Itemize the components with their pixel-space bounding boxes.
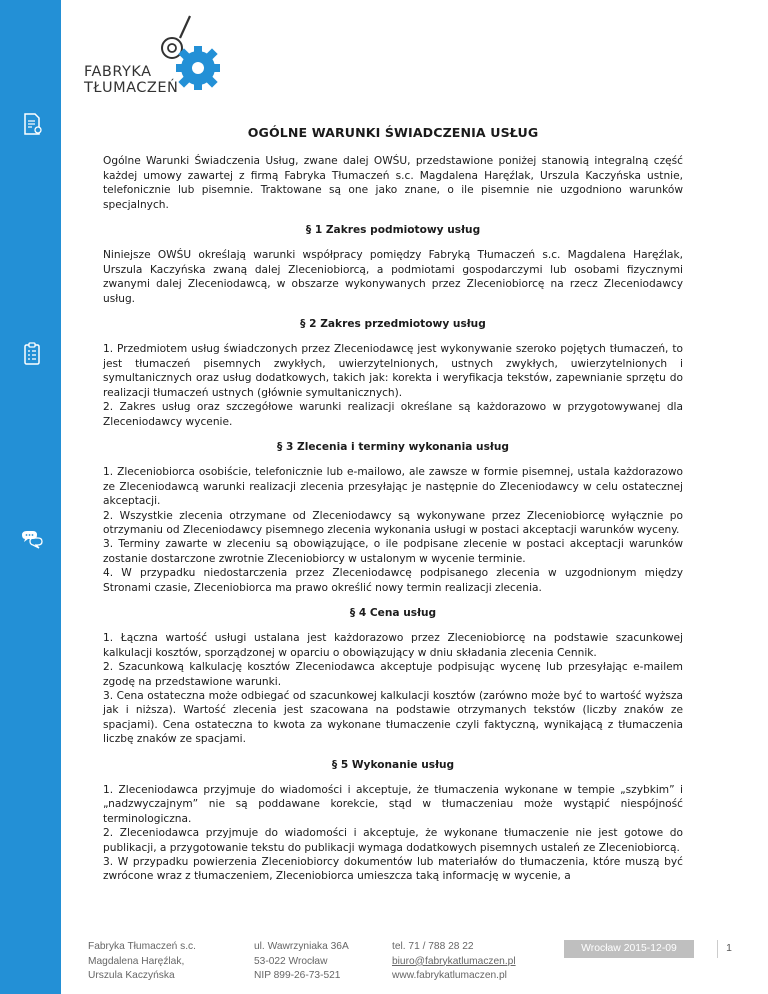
footer-phone: tel. 71 / 788 28 22 [392, 941, 474, 952]
section-title: § 2 Zakres przedmiotowy usług [300, 318, 486, 331]
section-paragraph: 3. W przypadku powierzenia Zleceniobiorcy dokumentów lub materiałów do tłumaczenia, które muszą być zwrócone wraz z tłumaczeniem, Zleceniobiorca umieszcza taką informację w wycenie, a [103, 856, 683, 883]
document-body [103, 126, 683, 884]
section-paragraph: 4. W przypadku niedostarczenia przez Zleceniodawcę podpisanego zlecenia w uzgodnionym między Stronami czasie, Zleceniobiorca ma prawo określić nowy termin realizacji zlecenia. [103, 567, 683, 594]
footer-company-line: Magdalena Haręźlak, [88, 955, 185, 967]
intro-paragraph: Ogólne Warunki Świadczenia Usług, zwane dalej OWŚU, przedstawione poniżej stanowią integralną część każdej umowy zawartej z firmą Fabryka Tłumaczeń s.c. Magdalena Haręźlak, Urszula Kaczyńska ustnie, telefonicznie lub pisemnie. Traktowane są one jako znane, o ile pisemnie nie uzgodniono warunków specjalnych. [103, 155, 683, 211]
footer-address-line: 53-022 Wrocław [254, 955, 328, 967]
footer-company-line: Fabryka Tłumaczeń s.c. [88, 941, 196, 952]
page-number: 1 [717, 940, 740, 958]
section-paragraph: 2. Zleceniodawca przyjmuje do wiadomości i akceptuje, że wykonane tłumaczenie nie jest gotowe do publikacji, a przygotowanie tekstu do publikacji wymaga dodatkowych pisemnych ustaleń ze Zleceniobiorcą. [103, 827, 683, 854]
footer-contact [392, 940, 516, 984]
logo-name-line2: TŁUMACZEŃ [84, 80, 179, 96]
checklist-icon [18, 340, 46, 368]
section-paragraph: 1. Łączna wartość usługi ustalana jest każdorazowo przez Zleceniobiorcę na podstawie szacunkowej kalkulacji kosztów, sporządzonej w oparciu o obowiązujący w dniu składania zlecenia Cennik. [103, 632, 683, 659]
footer-company [88, 940, 196, 984]
section-title: § 4 Cena usług [349, 606, 437, 619]
page-footer [0, 930, 768, 994]
footer-email-link[interactable]: biuro@fabrykatlumaczen.pl [392, 955, 516, 967]
section-paragraph: Niniejsze OWŚU określają warunki współpracy pomiędzy Fabryką Tłumaczeń s.c. Magdalena Haręźlak, Urszula Kaczyńska zwaną dalej Zleceniobiorcą, a podmiotami gospodarczymi lub osobami fizycznymi zwanymi dalej Zleceniodawcą, w obszarze wykonywanych przez Zleceniobiorcę na rzecz Zleceniodawcy usług. [103, 249, 683, 305]
section-paragraph: 2. Szacunkową kalkulację kosztów Zleceniodawca akceptuje podpisując wycenę lub przesyłając e-mailem zgodę na przedstawione warunki. [103, 661, 683, 688]
date-badge: Wrocław 2015-12-09 [564, 940, 694, 958]
section-paragraph: 2. Zakres usług oraz szczegółowe warunki realizacji określane są każdorazowo w przygotowywanej dla Zleceniodawcy wycenie. [103, 401, 683, 428]
section-title: § 3 Zlecenia i terminy wykonania usług [277, 440, 509, 453]
footer-website[interactable]: www.fabrykatlumaczen.pl [392, 970, 507, 981]
footer-company-line: Urszula Kaczyńska [88, 970, 175, 981]
section-title: § 5 Wykonanie usług [331, 758, 455, 771]
footer-address [254, 940, 349, 984]
sidebar [0, 0, 61, 994]
chat-bubbles-icon [18, 526, 46, 554]
section-paragraph: 3. Cena ostateczna może odbiegać od szacunkowej kalkulacji kosztów (zarówno może być to wartość wyższa jak i niższa). Wartość zlecenia jest szacowana na podstawie otrzymanych tekstów (liczby znaków ze spacjami). Cena ostateczna to kwota za wykonane tłumaczenie czyli faktyczną, wynikającą z tłumaczenia liczbę znaków ze spacjami. [103, 690, 683, 746]
company-logo [84, 12, 254, 102]
footer-nip: NIP 899-26-73-521 [254, 970, 341, 981]
footer-address-line: ul. Wawrzyniaka 36A [254, 941, 349, 952]
section-paragraph: 2. Wszystkie zlecenia otrzymane od Zleceniodawcy są wykonywane przez Zleceniobiorcę wyłącznie po otrzymaniu od Zleceniodawcy pisemnego zlecenia wykonania usługi w postaci akceptacji warunków wyceny. [103, 509, 683, 536]
section-paragraph: 1. Zleceniodawca przyjmuje do wiadomości i akceptuje, że tłumaczenia wykonane w tempie „szybkim” i „nadzwyczajnym” nie są poddawane korekcie, stąd w tłumaczeniau może wystąpić niespójność terminologiczna. [103, 784, 683, 825]
logo-name-line1: FABRYKA [84, 64, 152, 80]
section-title: § 1 Zakres podmiotowy usług [305, 224, 481, 237]
section-paragraph: 1. Przedmiotem usług świadczonych przez Zleceniodawcę jest wykonywanie szeroko pojętych tłumaczeń, to jest tłumaczeń pisemnych zwykłych, uwierzytelnionych, ustnych zwykłych, uwierzytelnionych i symultanicznych oraz usług dodatkowych, takich jak: korekta i weryfikacja tekstów, zapewnianie sprzętu do realizacji tłumaczeń ustnych (głównie symultanicznych). [103, 343, 683, 399]
section-paragraph: 3. Terminy zawarte w zleceniu są obowiązujące, o ile podpisane zlecenie w postaci akceptacji warunków zostanie dostarczone zwrotnie Zleceniobiorcy w ustalonym w wycenie terminie. [103, 538, 683, 565]
section-paragraph: 1. Zleceniobiorca osobiście, telefonicznie lub e-mailowo, ale zawsze w formie pisemnej, ustala każdorazowo ze Zleceniodawcą warunki realizacji zlecenia przesyłając je następnie do Zleceniodawcy w celu ostatecznej akceptacji. [103, 466, 683, 508]
document-icon [18, 110, 46, 138]
document-title: OGÓLNE WARUNKI ŚWIADCZENIA USŁUG [247, 125, 539, 140]
